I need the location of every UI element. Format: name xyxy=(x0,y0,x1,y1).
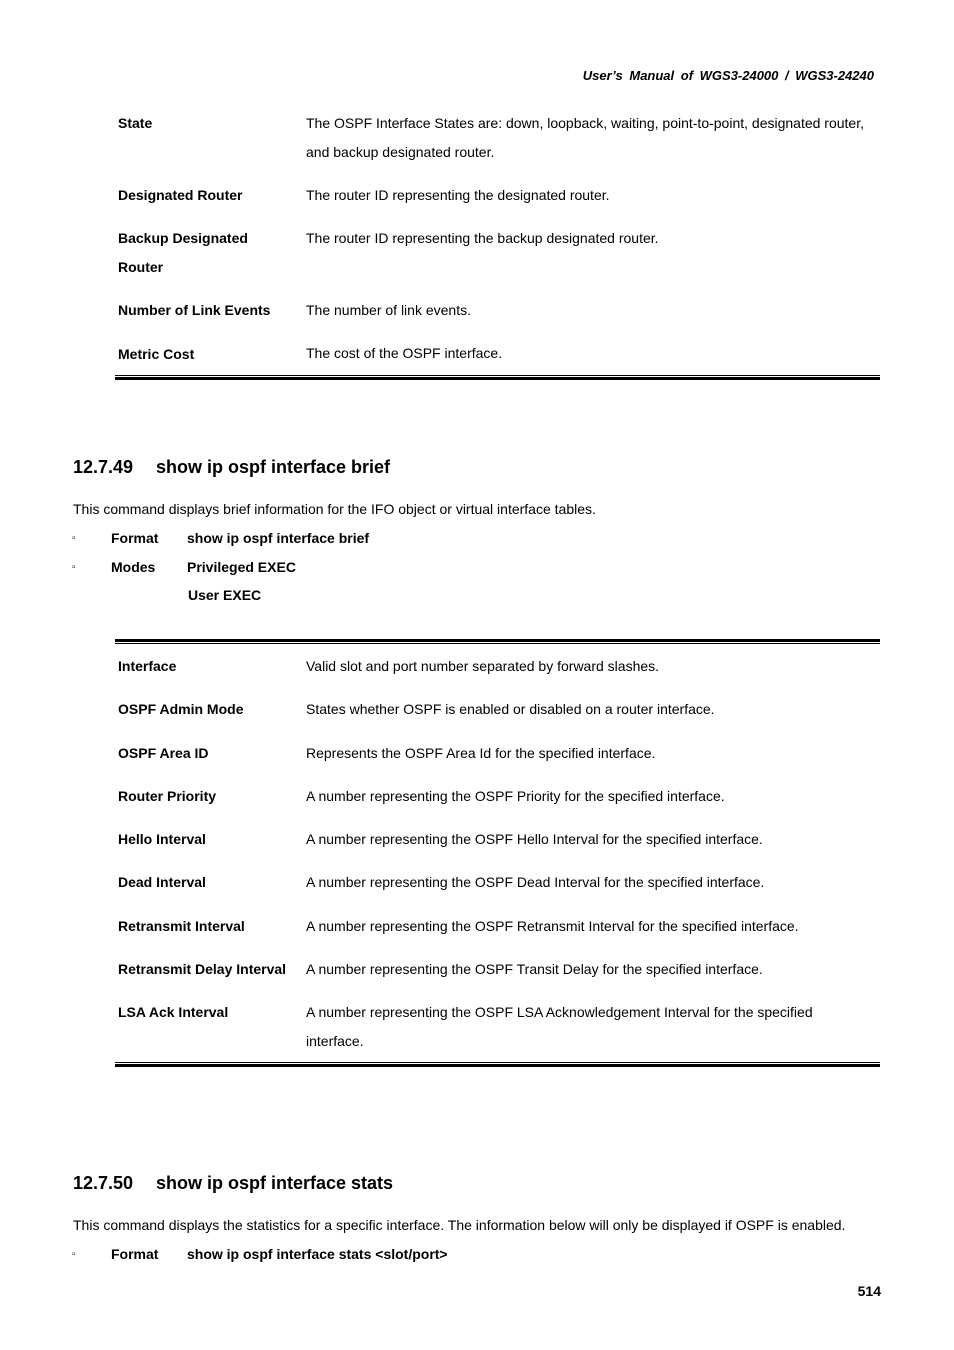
section-title: show ip ospf interface brief xyxy=(156,457,391,477)
term-label: State xyxy=(118,115,153,131)
term-description: Represents the OSPF Area Id for the specified interface. xyxy=(306,745,656,761)
term-description: The cost of the OSPF interface. xyxy=(306,345,503,361)
term-label: Number of Link Events xyxy=(118,302,271,318)
bullet-icon: ▫ xyxy=(72,1249,76,1260)
term-description: A number representing the OSPF Dead Interval for the specified interface. xyxy=(306,874,765,890)
term-description: A number representing the OSPF Hello Interval for the specified interface. xyxy=(306,831,763,847)
format-label: Format xyxy=(111,1246,159,1262)
mode-value: User EXEC xyxy=(188,587,262,603)
section-number: 12.7.49 xyxy=(73,457,134,477)
term-description: A number representing the OSPF LSA Acknowledgement Interval for the specified interface. xyxy=(306,1004,813,1049)
term-label: Interface xyxy=(118,658,177,674)
format-value: show ip ospf interface stats <slot/port> xyxy=(187,1246,448,1262)
term-label: OSPF Admin Mode xyxy=(118,701,244,717)
format-label: Format xyxy=(111,530,159,546)
term-label: Retransmit Delay Interval xyxy=(118,961,287,977)
term-description: The OSPF Interface States are: down, loopback, waiting, point-to-point, designated router, and backup designated router. xyxy=(306,115,864,160)
bullet-icon: ▫ xyxy=(72,562,76,573)
section-heading xyxy=(73,457,390,478)
section-number: 12.7.50 xyxy=(73,1173,134,1193)
term-description: The router ID representing the backup designated router. xyxy=(306,230,659,246)
section-heading xyxy=(73,1173,393,1194)
term-label: Hello Interval xyxy=(118,831,206,847)
table-top-rule xyxy=(115,639,880,644)
page-number: 514 xyxy=(857,1283,881,1299)
term-description: The number of link events. xyxy=(306,302,471,318)
mode-value: Privileged EXEC xyxy=(187,559,296,575)
term-description: States whether OSPF is enabled or disabled on a router interface. xyxy=(306,701,715,717)
table-bottom-rule xyxy=(115,375,880,380)
section-intro: This command displays brief information for the IFO object or virtual interface tables. xyxy=(73,501,596,517)
term-description: A number representing the OSPF Retransmit Interval for the specified interface. xyxy=(306,918,799,934)
term-label: Retransmit Interval xyxy=(118,918,245,934)
term-label: Metric Cost xyxy=(118,346,195,362)
term-label: Backup Designated Router xyxy=(118,230,248,275)
term-description: Valid slot and port number separated by forward slashes. xyxy=(306,658,660,674)
section-intro: This command displays the statistics for a specific interface. The information below will only be displayed if OSPF is enabled. xyxy=(73,1217,846,1233)
term-description: A number representing the OSPF Transit Delay for the specified interface. xyxy=(306,961,763,977)
term-label: Dead Interval xyxy=(118,874,206,890)
term-description: A number representing the OSPF Priority for the specified interface. xyxy=(306,788,725,804)
modes-label: Modes xyxy=(111,559,156,575)
term-label: Router Priority xyxy=(118,788,217,804)
term-label: OSPF Area ID xyxy=(118,745,209,761)
term-description: The router ID representing the designated router. xyxy=(306,187,610,203)
term-label: Designated Router xyxy=(118,187,243,203)
section-title: show ip ospf interface stats xyxy=(156,1173,394,1193)
bullet-icon: ▫ xyxy=(72,533,76,544)
term-label: LSA Ack Interval xyxy=(118,1004,229,1020)
table-bottom-rule xyxy=(115,1062,880,1067)
running-header: User’s Manual of WGS3-24000 / WGS3-24240 xyxy=(582,68,874,83)
format-value: show ip ospf interface brief xyxy=(187,530,370,546)
